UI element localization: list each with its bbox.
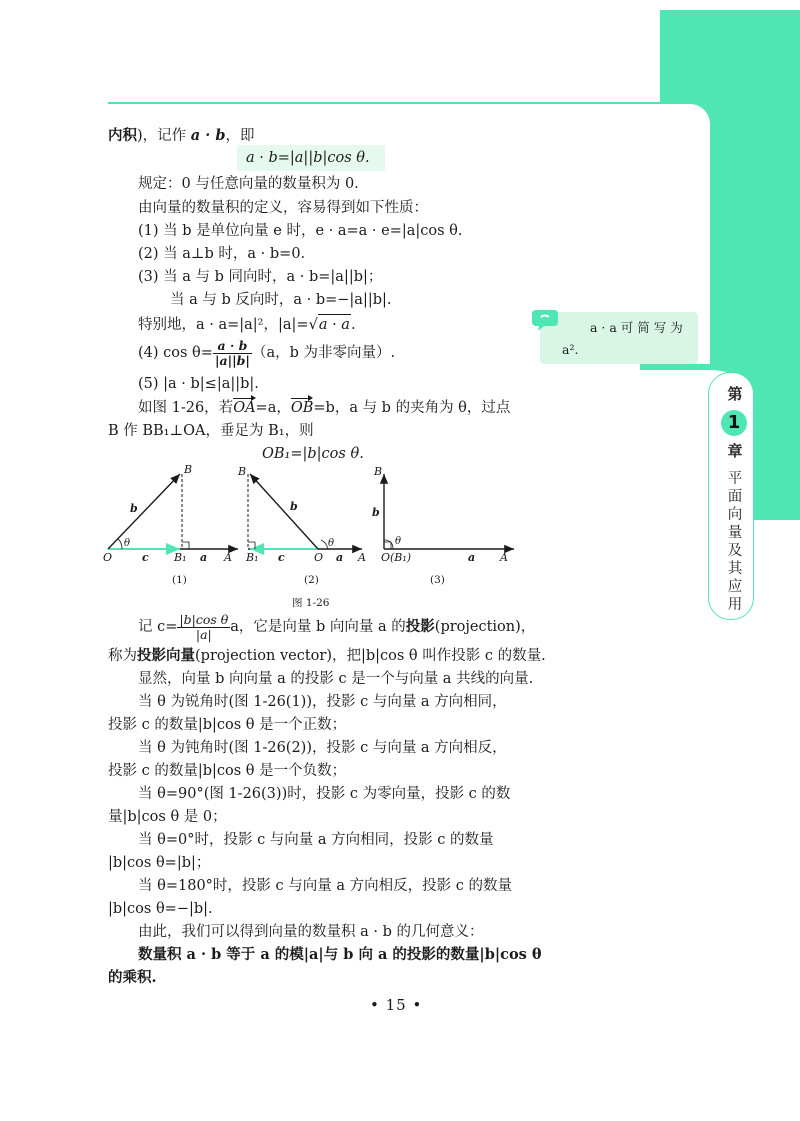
property-2: (2) 当 a⊥b 时，a · b=0. <box>138 246 306 262</box>
property-3b: 当 a 与 b 反向时，a · b=−|a||b|. <box>170 292 392 308</box>
text-span: 记 c= <box>138 619 178 635</box>
term-projection: 投影 <box>405 618 435 635</box>
chapter-title-char: 向 <box>727 507 743 523</box>
fraction <box>213 339 252 368</box>
fig-label: θ <box>328 538 335 549</box>
right-angle-1 <box>182 542 189 549</box>
projection-def <box>138 610 535 646</box>
right-angle-3 <box>384 542 391 549</box>
chapter-title-char: 应 <box>727 579 743 595</box>
fig-label: b <box>372 506 380 519</box>
fig-label: b <box>130 502 138 515</box>
angle-arc-2 <box>321 540 328 549</box>
text-span: =b，a 与 b 的夹角为 θ，过点 <box>313 400 511 416</box>
fig-label: c <box>142 551 149 564</box>
property-5: (5) |a · b|≤|a||b|. <box>138 376 259 392</box>
fig-label: B <box>184 463 193 476</box>
formula-ob1: OB₁=|b|cos θ. <box>262 446 364 462</box>
text-span: 称为 <box>108 648 137 664</box>
projection-vector-def <box>108 646 546 666</box>
right-angle-2 <box>248 542 255 549</box>
text-t2a: 当 θ 为锐角时(图 1-26(1))，投影 c 与向量 a 方向相同， <box>138 694 507 710</box>
fig-label: B₁ <box>174 551 187 564</box>
text-span: 如图 1-26，若 <box>138 400 234 416</box>
fig-label: O <box>314 551 324 564</box>
angle-arc-1 <box>118 539 122 549</box>
term-projection-vector: 投影向量 <box>137 647 195 664</box>
subfigure-label-3: (3) <box>430 574 445 586</box>
text-t5b: |b|cos θ=|b|； <box>108 855 211 871</box>
text-t6a: 当 θ=180°时，投影 c 与向量 a 方向相反，投影 c 的数量 <box>138 878 512 894</box>
chapter-zhang: 章 <box>727 442 743 460</box>
fraction-denominator: |a| <box>195 626 212 642</box>
fig-label: O(B₁) <box>381 551 412 564</box>
geometric-meaning-2: 的乘积. <box>108 969 157 986</box>
side-note-text-2: a². <box>562 342 579 357</box>
text-line-1 <box>108 126 254 146</box>
chapter-title-char: 其 <box>727 561 743 577</box>
geometric-meaning: 数量积 a · b 等于 a 的模|a|与 b 向 a 的投影的数量|b|cos θ <box>138 946 542 963</box>
chapter-title-char: 平 <box>727 471 743 487</box>
fig-label: B₁ <box>246 551 259 564</box>
side-note-text: a · a 可 简 写 为 <box>590 320 683 335</box>
fraction-denominator: |a||b| <box>214 352 250 368</box>
sqrt-content: a · a <box>318 314 351 335</box>
text-t6b: |b|cos θ=−|b|. <box>108 901 213 917</box>
text-t4b: 量|b|cos θ 是 0； <box>108 809 227 825</box>
vector-b-2 <box>250 474 318 549</box>
vector-OA: OA <box>233 400 256 416</box>
text-span: a · b <box>190 127 226 144</box>
text-span: ，即 <box>225 128 255 144</box>
subfigure-label-1: (1) <box>172 574 187 586</box>
vector-b-1 <box>108 474 180 549</box>
subfigure-label-2: (2) <box>304 574 319 586</box>
text-span: a，它是向量 b 向向量 a 的 <box>230 619 406 635</box>
term-inner-product: 内积 <box>108 127 137 144</box>
special-case: 特别地，a · a=|a|²，|a|=√a · a. <box>138 314 356 335</box>
text-t4a: 当 θ=90°(图 1-26(3))时，投影 c 为零向量，投影 c 的数 <box>138 786 511 802</box>
fraction-numerator: a · b <box>213 339 252 354</box>
fig-label: B <box>374 465 383 478</box>
header-rule <box>108 102 660 104</box>
fig-label: θ <box>124 538 131 549</box>
text-span: =a， <box>255 400 291 416</box>
text-span: 特别地，a · a=|a|²，|a|= <box>138 317 309 333</box>
formula-dot-product: a · b=|a||b|cos θ. <box>246 150 370 166</box>
text-span: （a，b 为非零向量）. <box>251 345 396 361</box>
property-4 <box>138 336 395 372</box>
text-t1: 显然，向量 b 向向量 a 的投影 c 是一个与向量 a 共线的向量. <box>138 671 534 687</box>
chapter-number-badge: 1 <box>721 410 747 436</box>
page-number: • 15 • <box>370 996 423 1014</box>
fig-label: a <box>468 551 476 564</box>
text-span: (projection vector)，把|b|cos θ 叫作投影 c 的数量. <box>195 648 546 664</box>
fig-label: c <box>278 551 285 564</box>
text-t7: 由此，我们可以得到向量的数量积 a · b 的几何意义： <box>138 924 484 940</box>
chapter-title-char: 量 <box>727 525 743 541</box>
figure-caption: 图 1-26 <box>292 597 330 609</box>
chapter-title <box>722 470 748 614</box>
text-t5a: 当 θ=0°时，投影 c 与向量 a 方向相同，投影 c 的数量 <box>138 832 494 848</box>
figure-intro <box>138 398 510 418</box>
text-span: (4) cos θ= <box>138 345 213 361</box>
fig-label: a <box>200 551 208 564</box>
fraction <box>177 613 230 642</box>
chapter-title-char: 及 <box>727 543 743 559</box>
text-t3b: 投影 c 的数量|b|cos θ 是一个负数； <box>108 763 347 779</box>
property-3a: (3) 当 a 与 b 同向时，a · b=|a||b|； <box>138 269 383 285</box>
text-t2b: 投影 c 的数量|b|cos θ 是一个正数； <box>108 717 347 733</box>
fig-label: O <box>103 551 113 564</box>
speech-bubble-icon <box>532 306 562 332</box>
figure-intro-2: B 作 BB₁⊥OA，垂足为 B₁，则 <box>108 423 314 439</box>
text-span: )，记作 <box>137 128 191 144</box>
fig-label: A <box>358 551 366 564</box>
fig-label: A <box>224 551 232 564</box>
figure-1-26 <box>100 462 530 610</box>
vector-OB: OB <box>290 400 314 416</box>
fig-label: b <box>290 500 298 513</box>
text-span: (projection)， <box>434 619 536 635</box>
chapter-title-char: 用 <box>727 597 743 613</box>
fraction-numerator: |b|cos θ <box>179 611 229 627</box>
rule-zero: 规定：0 与任意向量的数量积为 0. <box>138 176 359 192</box>
fig-label: A <box>500 551 508 564</box>
fig-label: a <box>336 551 344 564</box>
text-t3a: 当 θ 为钝角时(图 1-26(2))，投影 c 与向量 a 方向相反， <box>138 740 507 756</box>
fig-label: B <box>238 465 247 478</box>
sidebar-top-block <box>660 10 800 102</box>
property-1: (1) 当 b 是单位向量 e 时，e · a=a · e=|a|cos θ. <box>138 223 463 239</box>
angle-arc-3 <box>384 540 393 549</box>
props-intro: 由向量的数量积的定义，容易得到如下性质： <box>138 200 428 216</box>
fig-label: θ <box>395 536 402 547</box>
chapter-title-char: 面 <box>727 489 743 505</box>
chapter-di: 第 <box>727 385 743 403</box>
